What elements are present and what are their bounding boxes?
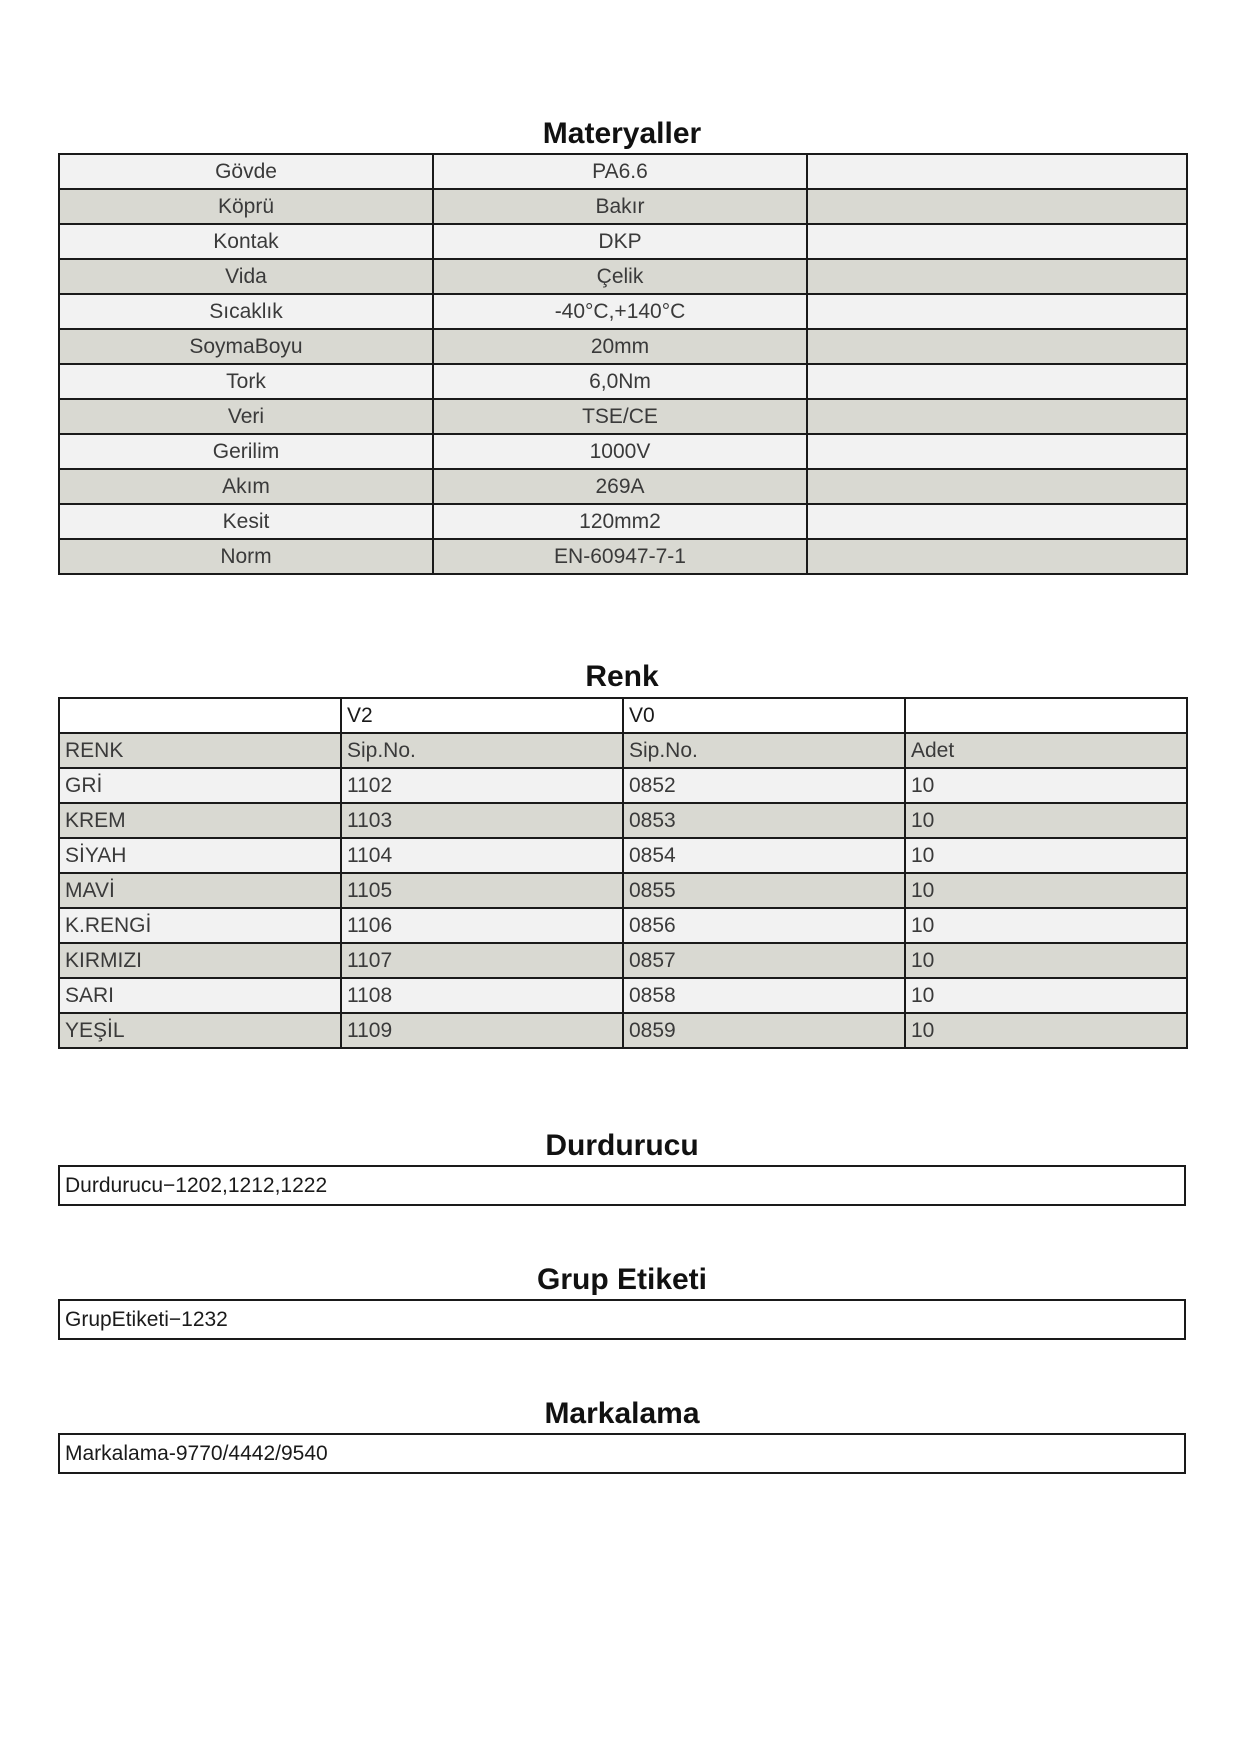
header-cell: Adet — [905, 733, 1187, 768]
markalama-title: Markalama — [544, 1397, 700, 1430]
v0-cell: 0857 — [623, 943, 905, 978]
header-cell: V2 — [341, 698, 623, 733]
extra-cell — [807, 469, 1187, 504]
table-row — [59, 1013, 1187, 1048]
label-cell: Sıcaklık — [59, 294, 433, 329]
value-cell: 1000V — [433, 434, 807, 469]
value-cell: Çelik — [433, 259, 807, 294]
renk-table — [58, 697, 1188, 1049]
table-row — [59, 873, 1187, 908]
label-cell: Köprü — [59, 189, 433, 224]
label-cell: Veri — [59, 399, 433, 434]
table-row — [59, 189, 1187, 224]
table-top-header — [59, 698, 1187, 733]
v0-cell: 0858 — [623, 978, 905, 1013]
v2-cell: 1106 — [341, 908, 623, 943]
value-cell: 6,0Nm — [433, 364, 807, 399]
markalama-table — [58, 1433, 1186, 1474]
label-cell: Norm — [59, 539, 433, 574]
v0-cell: 0852 — [623, 768, 905, 803]
value-cell: 20mm — [433, 329, 807, 364]
qty-cell: 10 — [905, 873, 1187, 908]
extra-cell — [807, 189, 1187, 224]
v0-cell: 0856 — [623, 908, 905, 943]
label-cell: Akım — [59, 469, 433, 504]
table-row — [59, 768, 1187, 803]
table-row — [59, 1300, 1185, 1339]
grup-etiketi-value: GrupEtiketi−1232 — [59, 1300, 1185, 1339]
table-row — [59, 943, 1187, 978]
value-cell: 269A — [433, 469, 807, 504]
table-row — [59, 364, 1187, 399]
extra-cell — [807, 434, 1187, 469]
v2-cell: 1105 — [341, 873, 623, 908]
label-cell: Gövde — [59, 154, 433, 189]
table-row — [59, 539, 1187, 574]
value-cell: TSE/CE — [433, 399, 807, 434]
extra-cell — [807, 329, 1187, 364]
durdurucu-title: Durdurucu — [545, 1129, 699, 1162]
color-cell: SARI — [59, 978, 341, 1013]
qty-cell: 10 — [905, 803, 1187, 838]
table-row — [59, 259, 1187, 294]
header-cell — [59, 698, 341, 733]
color-cell: KREM — [59, 803, 341, 838]
value-cell: DKP — [433, 224, 807, 259]
table-row — [59, 294, 1187, 329]
table-row — [59, 504, 1187, 539]
extra-cell — [807, 154, 1187, 189]
value-cell: EN-60947-7-1 — [433, 539, 807, 574]
renk-title: Renk — [585, 660, 659, 693]
header-cell: Sip.No. — [341, 733, 623, 768]
table-row — [59, 434, 1187, 469]
qty-cell: 10 — [905, 943, 1187, 978]
table-row — [59, 469, 1187, 504]
label-cell: Vida — [59, 259, 433, 294]
header-cell: V0 — [623, 698, 905, 733]
color-cell: KIRMIZI — [59, 943, 341, 978]
v2-cell: 1109 — [341, 1013, 623, 1048]
v2-cell: 1104 — [341, 838, 623, 873]
table-header — [59, 733, 1187, 768]
materyaller-title: Materyaller — [542, 117, 702, 150]
header-cell: Sip.No. — [623, 733, 905, 768]
qty-cell: 10 — [905, 838, 1187, 873]
v2-cell: 1108 — [341, 978, 623, 1013]
extra-cell — [807, 259, 1187, 294]
value-cell: 120mm2 — [433, 504, 807, 539]
header-cell: RENK — [59, 733, 341, 768]
qty-cell: 10 — [905, 978, 1187, 1013]
grup-etiketi-table — [58, 1299, 1186, 1340]
grup-etiketi-title: Grup Etiketi — [536, 1263, 708, 1296]
table-row — [59, 908, 1187, 943]
qty-cell: 10 — [905, 1013, 1187, 1048]
table-row — [59, 1434, 1185, 1473]
table-row — [59, 803, 1187, 838]
color-cell: MAVİ — [59, 873, 341, 908]
table-row — [59, 978, 1187, 1013]
table-row — [59, 1166, 1185, 1205]
v2-cell: 1102 — [341, 768, 623, 803]
materyaller-table — [58, 153, 1188, 575]
label-cell: Kontak — [59, 224, 433, 259]
extra-cell — [807, 224, 1187, 259]
value-cell: Bakır — [433, 189, 807, 224]
v0-cell: 0855 — [623, 873, 905, 908]
table-row — [59, 329, 1187, 364]
header-cell — [905, 698, 1187, 733]
markalama-value: Markalama-9770/4442/9540 — [59, 1434, 1185, 1473]
color-cell: GRİ — [59, 768, 341, 803]
v2-cell: 1103 — [341, 803, 623, 838]
v0-cell: 0854 — [623, 838, 905, 873]
extra-cell — [807, 294, 1187, 329]
table-row — [59, 399, 1187, 434]
label-cell: Tork — [59, 364, 433, 399]
durdurucu-value: Durdurucu−1202,1212,1222 — [59, 1166, 1185, 1205]
qty-cell: 10 — [905, 908, 1187, 943]
extra-cell — [807, 539, 1187, 574]
value-cell: -40°C,+140°C — [433, 294, 807, 329]
table-row — [59, 224, 1187, 259]
v2-cell: 1107 — [341, 943, 623, 978]
table-row — [59, 154, 1187, 189]
label-cell: SoymaBoyu — [59, 329, 433, 364]
v0-cell: 0853 — [623, 803, 905, 838]
color-cell: SİYAH — [59, 838, 341, 873]
extra-cell — [807, 504, 1187, 539]
extra-cell — [807, 399, 1187, 434]
label-cell: Kesit — [59, 504, 433, 539]
qty-cell: 10 — [905, 768, 1187, 803]
extra-cell — [807, 364, 1187, 399]
v0-cell: 0859 — [623, 1013, 905, 1048]
value-cell: PA6.6 — [433, 154, 807, 189]
label-cell: Gerilim — [59, 434, 433, 469]
color-cell: YEŞİL — [59, 1013, 341, 1048]
table-row — [59, 838, 1187, 873]
durdurucu-table — [58, 1165, 1186, 1206]
color-cell: K.RENGİ — [59, 908, 341, 943]
